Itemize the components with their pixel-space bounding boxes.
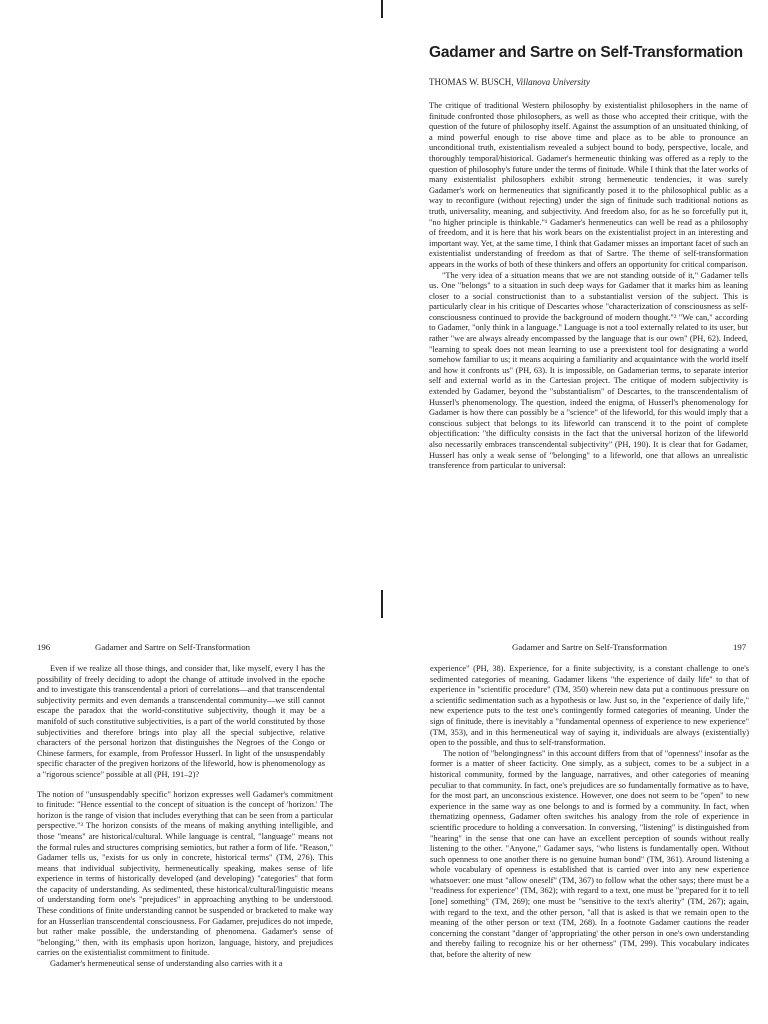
article-first-page	[429, 44, 748, 472]
page-number-right: 197	[733, 642, 747, 652]
block-quote: Even if we realize all those things, and consider that, like myself, every I has the possibility of freely deciding to adopt the change of attitude involved in the epoche and to investigate this transcendental a priori of correlations—and that transcendental subjectivity permits and even demands a transcendental community—we still cannot escape the paradox that the world-constitutive subjectivity, though it may be a manifold of such constitutive subjectivities, is a part of the world constituted by those subjectivities and therefore brings into play all the special subjective, relative characters of the personal horizon that distinguishes the Negroes of the Congo or Chinese farmers, for example, from Professor Husserl. In light of the unsuspendably specific character of the pregiven horizons of the lifeworld, how is phenomenology as a "rigorous science" possible at all (PH, 191–2)?	[37, 664, 325, 779]
right-page-body	[430, 664, 749, 961]
page-number-left: 196	[37, 642, 51, 652]
article-title: Gadamer and Sartre on Self-Transformation	[429, 44, 743, 61]
running-head-right: Gadamer and Sartre on Self-Transformation	[512, 642, 668, 652]
paragraph: Gadamer's hermeneutical sense of understanding also carries with it a	[50, 959, 283, 969]
paragraph: The notion of "belongingness" in this account differs from that of "openness" insofar as the former is a matter of sheer facticity. One simply, as a subject, comes to be a subject in a historical community, formed by the language, narratives, and other categories of meaning peculiar to that community. In fact, one's prejudices are so fundamentally formative as to have, for the most part, an unconscious existence. However, one does not seem to be "open" to new experience in the same way as one belongs to and is formed by a community. In fact, when thematizing openness, Gadamer often switches his analogy from the role of experience in scientific procedure to holding a conversation. In conversing, "listening" is distinguished from "hearing" in the sense that one can have an excellent perception of sounds without really listening to the other. "Anyone," Gadamer says, "who listens is fundamentally open. Without such openness to one another there is no genuine human bond" (TM, 361). Around listening a whole vocabulary of openness is established that is carried over into any new experience whatsoever: one must "allow oneself" (TM, 367) to follow what the other says; there must be a "readiness for experience" (TM, 362); with regard to a text, one must be "prepared for it to tell [one] something" (TM, 269); one must be "sensitive to the text's alterity" (TM, 267); again, with regard to the text, and the other person, "all that is asked is that we remain open to the meaning of the other person or text (TM, 268). In a footnote Gadamer cautions the reader concerning the constant "danger of 'appropriating' the other person in one's own understanding and thereby failing to recognize his or her otherness" (TM, 299). This vocabulary indicates that, before the alterity of new	[430, 748, 749, 960]
paragraph: The notion of "unsuspendably specific" horizon expresses well Gadamer's commitment to finitude: "Hence essential to the concept of situation is the concept of 'horizon.' The horizon is the range of vision that includes everything that can be seen from a particular perspective."³ The horizon consists of the means of making anything intelligible, and those "means" are historical/cultural. While language is central, "language" means not the formal rules and structures comprising semiotics, but rather a form of life. "Reason," Gadamer tells us, "exists for us only in concrete, historical terms" (TM, 276). This means that individual subjectivity, hermeneutically speaking, makes sense of life experience in terms of historically developed (and developing) "categories" that form the capacity of understanding. As sedimented, these historical/cultural/linguistic means of understanding form one's "prejudices" in approaching anything to be understood. These conditions of finite understanding cannot be suspended or bracketed to make way for an Husserlian transcendental consciousness. For Gadamer, prejudices do not impede, but rather make possible, the understanding of phenomena. Gadamer's sense of "belonging," then, with its emphasis upon horizon, language, history, and prejudices carries on the existentialist commitment to finitude.	[37, 789, 333, 958]
author-line	[429, 77, 748, 88]
blank-left-page	[0, 0, 384, 512]
paragraph: experience" (PH, 38). Experience, for a finite subjectivity, is a constant challenge to one's sedimented categories of meaning. Gadamer likens "the experience of daily life" to that of experience in "scientific procedure" (TM, 350) wherein new data put a continuous pressure on a scientific sedimentation such as a hypothesis or law. Just so, in the "experience of daily life," new experience puts to the test one's contingently formed categories of meaning. Under the sign of finitude, there is inevitably a "fundamental openness of experience to new experience" (TM, 353), and in this hermeneutical way of saying it, individuals are always (existentially) open to the possible, and thus to self-transformation.	[430, 664, 749, 748]
left-page-196	[37, 664, 333, 970]
author-affiliation: Villanova University	[515, 77, 590, 87]
article-body-top	[429, 101, 748, 472]
author-name: THOMAS W. BUSCH,	[429, 77, 514, 87]
running-head-left: Gadamer and Sartre on Self-Transformation	[95, 642, 251, 652]
paragraph: "The very idea of a situation means that we are not standing outside of it," Gadamer tells us. One "belongs" to a situation in such deep ways for Gadamer that it marks him as leaning closer to a social constructionist than to a substantialist version of the subject. This is particularly clear in his critique of Descartes whose "characterization of consciousness as self-consciousness continued to provide the background of modern thought."² "We can," according to Gadamer, "only think in a language." Language is not a tool externally related to its user, but rather "we are always already encompassed by the language that is our own" (PH, 62). Indeed, "learning to speak does not mean learning to use a preexistent tool for designating a world somehow familiar to us; it means acquiring a familiarity and acquaintance with the world itself and how it confronts us" (PH, 63). It is impossible, on Gadamerian terms, to separate interior self and external world as in the Cartesian project. The critique of modern subjectivity is extended by Gadamer, beyond the "substantialism" of Descartes, to the transcendentalism of Husserl's phenomenology. The question, indeed the enigma, of Husserl's phenomenology for Gadamer is how there can possibly be a "science" of the lifeworld, for this would imply that a conscious subject that belongs to its lifeworld can transcend it to the point of complete objectification: "the difficulty consists in the fact that the universal horizon of the lifeworld also necessarily embraces transcendental subjectivity" (PH, 190). It is clear that for Gadamer, Husserl has only a weak sense of "belonging" to a lifeworld, one that allows an unrealistic transference from particular to universal:	[429, 270, 748, 471]
gutter-mark-top	[381, 0, 383, 18]
left-page-body	[37, 664, 333, 970]
right-page-197	[430, 664, 749, 961]
paragraph: The critique of traditional Western philosophy by existentialist philosophers in the name of finitude confronted those philosophers, as well as those who accepted their critique, with the question of the future of philosophy itself. Against the assumption of an unsituated thinking, of a mind powerful enough to rise above time and place as to be able to pronounce an unconditional truth, existentialism revealed a subject bound to body, perspective, locale, and thoroughly temporal/historical. Gadamer's hermeneutic thinking was offered as a reply to the question of philosophy's future under the terms of finitude. While I think that the later works of many existentialist philosophers exhibit strong hermeneutic tendencies, it was surely Gadamer's work on hermeneutics that significantly posed it to the philosophical public as a way to reconfigure (without rejecting) under the sign of finitude such traditional notions as truth, universality, meaning, and subjectivity. And freedom also, for as he so forcefully put it, "no higher principle is thinkable."¹ Gadamer's hermeneutics can well be read as a philosophy of freedom, and it is here that his work bears on the existentialist project in an interesting and important way. Yet, at the same time, I think that Gadamer misses an important facet of such an existentialist understanding of freedom as that of Sartre. The theme of self-transformation appears in the works of both of these thinkers and offers an opportunity for critical comparison.	[429, 101, 748, 269]
gutter-mark-bottom	[381, 590, 383, 618]
